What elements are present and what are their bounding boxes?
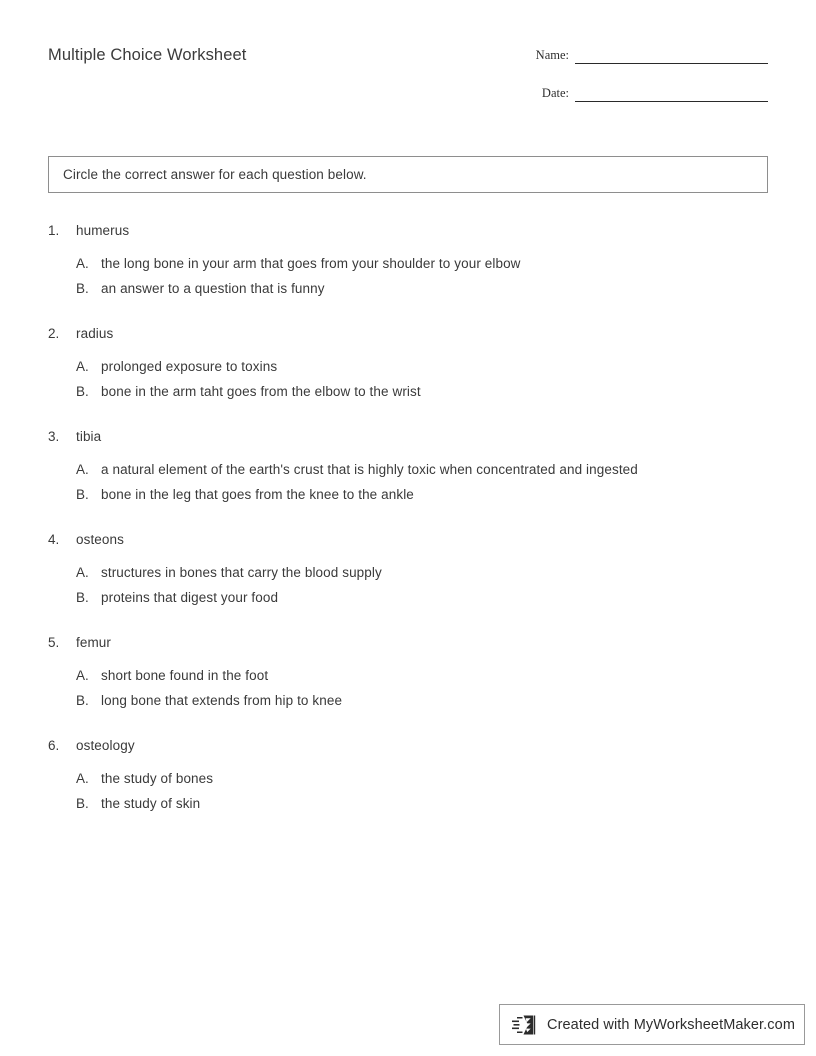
option-list — [0, 256, 816, 296]
footer-credit-badge[interactable] — [499, 1004, 805, 1045]
option-row[interactable] — [0, 590, 816, 605]
option-text: long bone that extends from hip to knee — [101, 693, 343, 708]
question-header — [0, 738, 816, 753]
question-number: 6. — [48, 738, 60, 753]
option-row[interactable] — [0, 565, 816, 580]
option-row[interactable] — [0, 771, 816, 786]
option-text: structures in bones that carry the blood supply — [101, 565, 382, 580]
question-prompt: tibia — [76, 429, 102, 444]
question-prompt: radius — [76, 326, 114, 341]
date-field-row — [542, 86, 768, 102]
option-letter[interactable]: A. — [76, 565, 89, 580]
option-row[interactable] — [0, 359, 816, 374]
instruction-text: Circle the correct answer for each question below. — [63, 167, 367, 182]
name-input-line[interactable] — [575, 48, 768, 64]
question-block — [0, 635, 816, 708]
footer-credit-text: Created with MyWorksheetMaker.com — [547, 1016, 796, 1033]
option-letter[interactable]: B. — [76, 590, 89, 605]
option-text: the study of skin — [101, 796, 201, 811]
option-text: short bone found in the foot — [101, 668, 269, 683]
option-letter[interactable]: A. — [76, 462, 89, 477]
question-list — [0, 223, 816, 841]
option-text: an answer to a question that is funny — [101, 281, 325, 296]
option-letter[interactable]: B. — [76, 796, 89, 811]
question-number: 2. — [48, 326, 60, 341]
option-letter[interactable]: B. — [76, 487, 89, 502]
option-row[interactable] — [0, 668, 816, 683]
option-letter[interactable]: B. — [76, 281, 89, 296]
question-prompt: osteons — [76, 532, 124, 547]
option-text: a natural element of the earth's crust that is highly toxic when concentrated and ingested — [101, 462, 638, 477]
option-row[interactable] — [0, 693, 816, 708]
instruction-box — [48, 156, 768, 193]
name-field-label: Name: — [535, 47, 569, 62]
option-list — [0, 771, 816, 811]
option-row[interactable] — [0, 487, 816, 502]
option-text: the long bone in your arm that goes from your shoulder to your elbow — [101, 256, 521, 271]
option-text: bone in the leg that goes from the knee to the ankle — [101, 487, 414, 502]
question-number: 5. — [48, 635, 60, 650]
option-letter[interactable]: B. — [76, 384, 89, 399]
option-list — [0, 462, 816, 502]
question-block — [0, 532, 816, 605]
option-letter[interactable]: B. — [76, 693, 89, 708]
option-text: prolonged exposure to toxins — [101, 359, 278, 374]
question-header — [0, 223, 816, 238]
question-block — [0, 738, 816, 811]
option-list — [0, 359, 816, 399]
option-text: bone in the arm taht goes from the elbow to the wrist — [101, 384, 421, 399]
question-header — [0, 635, 816, 650]
option-list — [0, 565, 816, 605]
option-letter[interactable]: A. — [76, 256, 89, 271]
question-block — [0, 223, 816, 296]
option-row[interactable] — [0, 281, 816, 296]
question-header — [0, 326, 816, 341]
question-prompt: humerus — [76, 223, 130, 238]
question-block — [0, 326, 816, 399]
option-text: proteins that digest your food — [101, 590, 279, 605]
option-row[interactable] — [0, 256, 816, 271]
option-list — [0, 668, 816, 708]
option-text: the study of bones — [101, 771, 214, 786]
page-title: Multiple Choice Worksheet — [48, 46, 247, 64]
option-letter[interactable]: A. — [76, 668, 89, 683]
question-header — [0, 429, 816, 444]
question-header — [0, 532, 816, 547]
question-prompt: osteology — [76, 738, 135, 753]
name-field-row — [536, 48, 768, 64]
date-field-label: Date: — [541, 85, 569, 100]
option-letter[interactable]: A. — [76, 771, 89, 786]
worksheet-maker-logo-icon — [512, 1013, 538, 1037]
question-block — [0, 429, 816, 502]
option-row[interactable] — [0, 796, 816, 811]
date-input-line[interactable] — [575, 86, 768, 102]
question-number: 4. — [48, 532, 60, 547]
question-prompt: femur — [76, 635, 112, 650]
option-letter[interactable]: A. — [76, 359, 89, 374]
question-number: 3. — [48, 429, 60, 444]
question-number: 1. — [48, 223, 60, 238]
option-row[interactable] — [0, 462, 816, 477]
option-row[interactable] — [0, 384, 816, 399]
